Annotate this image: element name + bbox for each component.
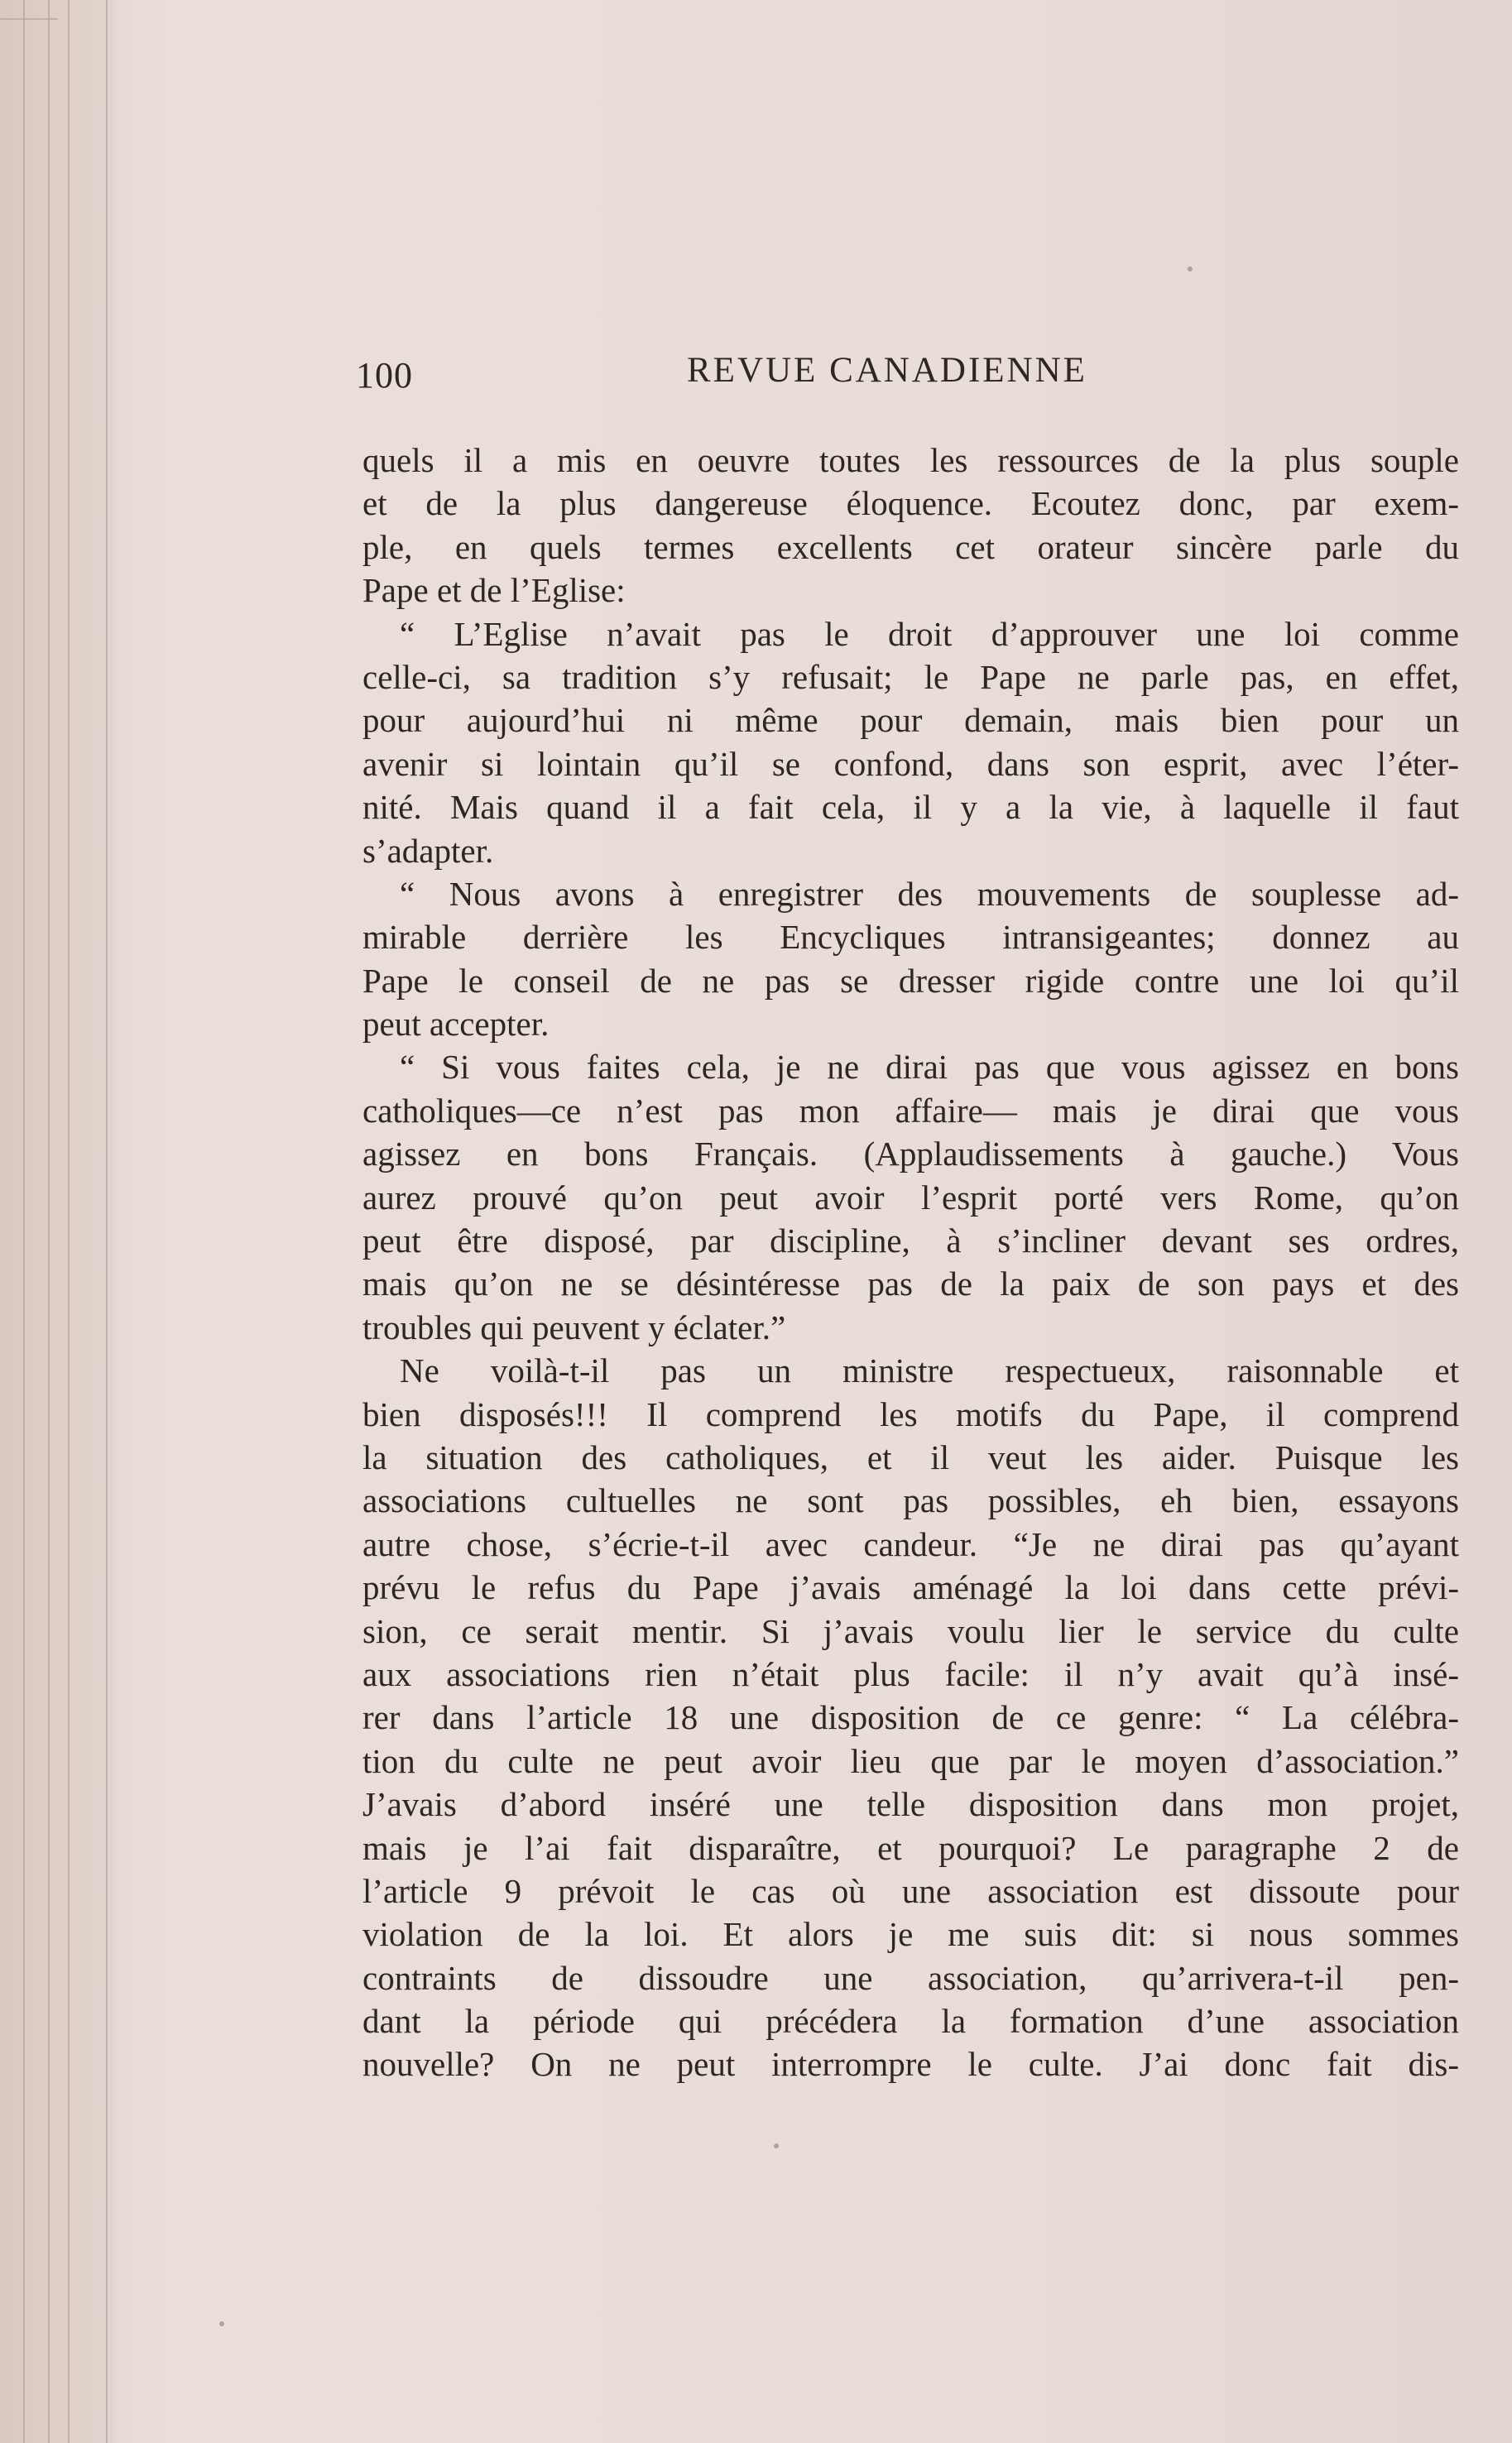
text-line: rer dans l’article 18 une disposition de ce genre: “ La célébra- <box>362 1698 1459 1737</box>
text-line: peut accepter. <box>362 1005 550 1044</box>
text-line: Pape le conseil de ne pas se dresser rigide contre une loi qu’il <box>362 961 1459 1000</box>
text-line: pour aujourd’hui ni même pour demain, mais bien pour un <box>362 701 1459 740</box>
text-line: prévu le refus du Pape j’avais aménagé la loi dans cette prévi- <box>362 1568 1459 1607</box>
page-edge-line <box>23 0 25 2443</box>
text-line: contraints de dissoudre une association, qu’arrivera-t-il pen- <box>362 1958 1459 1997</box>
paper-speck <box>774 2143 779 2148</box>
text-line: dant la période qui précédera la formation d’une association <box>362 2002 1459 2041</box>
text-line: mais qu’on ne se désintéresse pas de la paix de son pays et des <box>362 1265 1459 1303</box>
text-line: troubles qui peuvent y éclater.” <box>362 1308 786 1346</box>
text-line: l’article 9 prévoit le cas où une association est dissoute pour <box>362 1871 1459 1910</box>
text-line: mirable derrière les Encycliques intransigeantes; donnez au <box>362 918 1459 957</box>
text-line: associations cultuelles ne sont pas possibles, eh bien, essayons <box>362 1481 1459 1520</box>
text-line: Pape et de l’Eglise: <box>362 571 626 610</box>
page-fold-line <box>0 18 58 20</box>
body-text <box>362 439 1459 2086</box>
text-line: tion du culte ne peut avoir lieu que par le moyen d’association.” <box>362 1741 1459 1780</box>
text-line: agissez en bons Français. (Applaudissements à gauche.) Vous <box>362 1135 1459 1174</box>
text-line: s’adapter. <box>362 831 494 870</box>
text-line: bien disposés!!! Il comprend les motifs du Pape, il comprend <box>362 1394 1459 1433</box>
text-line: aurez prouvé qu’on peut avoir l’esprit porté vers Rome, qu’on <box>362 1178 1459 1217</box>
text-line: nouvelle? On ne peut interrompre le culte. J’ai donc fait dis- <box>362 2045 1459 2084</box>
page-edge-shadow <box>0 0 116 2443</box>
text-line: “ Nous avons à enregistrer des mouvements de souplesse ad- <box>400 874 1459 913</box>
text-line: J’avais d’abord inséré une telle disposition dans mon projet, <box>362 1785 1459 1824</box>
journal-title: REVUE CANADIENNE <box>687 351 1087 390</box>
text-line: “ Si vous faites cela, je ne dirai pas que vous agissez en bons <box>400 1048 1459 1087</box>
text-line: nité. Mais quand il a fait cela, il y a la vie, à laquelle il faut <box>362 788 1459 827</box>
paper-speck <box>1188 266 1193 271</box>
text-line: et de la plus dangereuse éloquence. Ecoutez donc, par exem- <box>362 484 1459 523</box>
text-line: peut être disposé, par discipline, à s’incliner devant ses ordres, <box>362 1222 1459 1260</box>
page-edge-line <box>68 0 70 2443</box>
text-line: violation de la loi. Et alors je me suis dit: si nous sommes <box>362 1915 1459 1954</box>
text-line: Ne voilà-t-il pas un ministre respectueux, raisonnable et <box>400 1351 1459 1390</box>
page-number: 100 <box>356 355 413 396</box>
page-edge-line <box>48 0 50 2443</box>
paper-speck <box>219 2321 224 2326</box>
text-line: mais je l’ai fait disparaître, et pourquoi? Le paragraphe 2 de <box>362 1828 1459 1867</box>
text-line: celle-ci, sa tradition s’y refusait; le Pape ne parle pas, en effet, <box>362 657 1459 696</box>
text-line: quels il a mis en oeuvre toutes les ressources de la plus souple <box>362 441 1459 479</box>
text-line: catholiques—ce n’est pas mon affaire— mais je dirai que vous <box>362 1091 1459 1130</box>
text-line: avenir si lointain qu’il se confond, dans son esprit, avec l’éter- <box>362 744 1459 783</box>
text-line: sion, ce serait mentir. Si j’avais voulu lier le service du culte <box>362 1611 1459 1650</box>
text-line: la situation des catholiques, et il veut les aider. Puisque les <box>362 1437 1459 1476</box>
running-head <box>356 346 1142 404</box>
text-line: aux associations rien n’était plus facile: il n’y avait qu’à insé- <box>362 1654 1459 1693</box>
text-line: autre chose, s’écrie-t-il avec candeur. “Je ne dirai pas qu’ayant <box>362 1524 1459 1563</box>
text-line: ple, en quels termes excellents cet orateur sincère parle du <box>362 527 1459 566</box>
page-edge-line <box>106 0 108 2443</box>
text-line: “ L’Eglise n’avait pas le droit d’approuver une loi comme <box>400 614 1459 653</box>
